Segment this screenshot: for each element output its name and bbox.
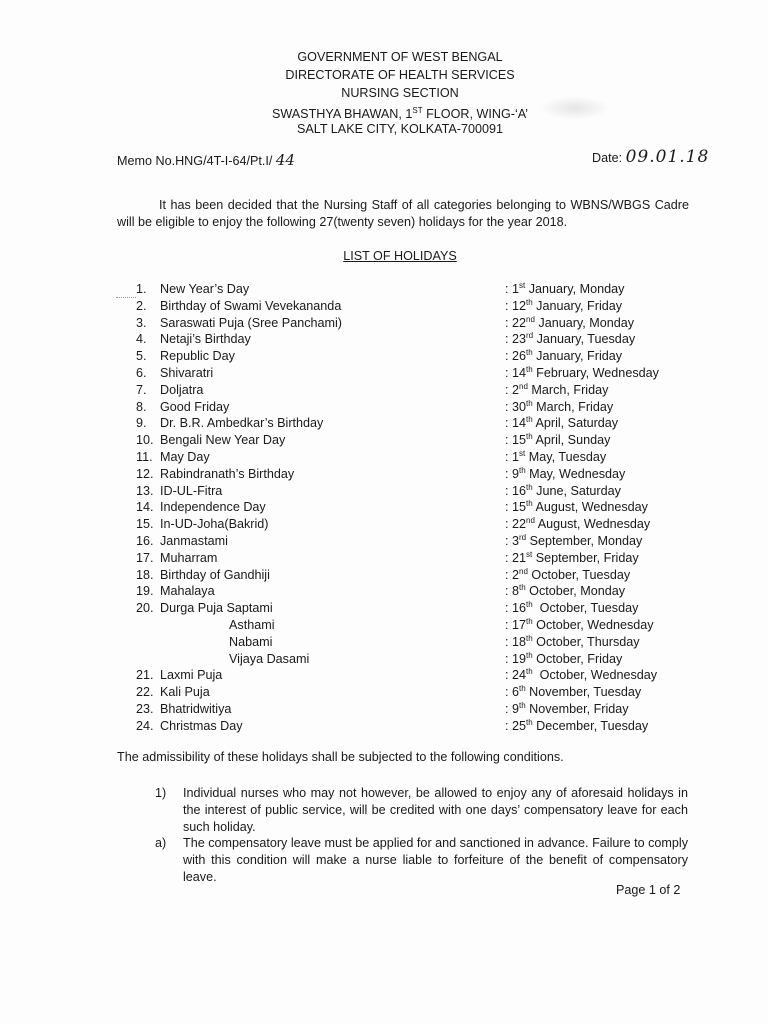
- holiday-name: New Year’s Day: [160, 282, 250, 296]
- holiday-day: 6: [512, 685, 520, 700]
- holiday-day-suffix: th: [526, 348, 533, 357]
- holiday-day-suffix: th: [526, 364, 533, 374]
- condition-text: Individual nurses who may not however, be allowed to enjoy any of aforesaid holidays in the interest of public service, will be credited with one days’ compensatory leave for each such holiday.: [183, 786, 688, 834]
- holiday-row: [0, 533, 768, 550]
- holiday-day: 8: [512, 584, 520, 599]
- holiday-number: 16.: [136, 534, 154, 548]
- holiday-row: [0, 348, 768, 365]
- holiday-month-weekday: November, Friday: [525, 702, 629, 716]
- holiday-number: 6.: [136, 366, 147, 380]
- holiday-day: 18: [512, 634, 527, 649]
- admissibility-statement: The admissibility of these holidays shall be subjected to the following conditions.: [117, 750, 564, 764]
- holiday-day: 2: [512, 382, 520, 397]
- letterhead-line-section: NURSING SECTION: [341, 86, 459, 100]
- holiday-row: [0, 281, 768, 298]
- holiday-name: Netaji’s Birthday: [160, 332, 251, 347]
- holiday-month-weekday: October, Tuesday: [527, 567, 631, 582]
- holiday-day-suffix: nd: [519, 566, 528, 576]
- holiday-day: 9: [512, 466, 520, 481]
- holiday-row: [0, 382, 768, 399]
- holiday-month-weekday: October, Friday: [532, 651, 623, 666]
- holiday-day-suffix: st: [519, 448, 526, 458]
- holiday-day-suffix: th: [519, 700, 526, 710]
- holiday-month-weekday: April, Saturday: [532, 416, 619, 431]
- page-number: Page 1 of 2: [616, 883, 681, 897]
- holiday-number: 8.: [136, 399, 147, 414]
- holiday-month-weekday: March, Friday: [527, 382, 609, 397]
- holiday-name: ID-UL-Fitra: [160, 483, 223, 498]
- holiday-day: 15: [512, 500, 527, 515]
- holiday-name: Asthami: [229, 618, 275, 632]
- memo-date: Date: 09.01.18: [592, 147, 710, 167]
- holiday-number: 18.: [136, 567, 154, 582]
- holiday-date: : 18th October, Thursday: [505, 633, 640, 649]
- holiday-number: 13.: [136, 483, 154, 498]
- holiday-day-suffix: st: [519, 280, 526, 290]
- holiday-day-suffix: th: [519, 465, 526, 475]
- holiday-day: 16: [512, 601, 527, 616]
- holiday-day-suffix: nd: [526, 516, 535, 525]
- holiday-number: 4.: [136, 332, 147, 347]
- holiday-number: 9.: [136, 416, 147, 431]
- holiday-date: : 30th March, Friday: [505, 398, 614, 414]
- holiday-day: 3: [512, 534, 520, 548]
- holiday-name: May Day: [160, 450, 210, 464]
- holiday-number: 10.: [136, 433, 154, 448]
- holiday-row: [0, 634, 768, 651]
- holiday-month-weekday: October, Wednesday: [532, 668, 658, 683]
- holiday-row: [0, 298, 768, 315]
- holiday-month-weekday: October, Tuesday: [532, 601, 639, 616]
- holiday-day: 23: [512, 332, 527, 347]
- holiday-name: Kali Puja: [160, 685, 210, 700]
- holiday-day-suffix: th: [526, 633, 533, 643]
- holiday-date: : 2nd October, Tuesday: [505, 566, 631, 582]
- holiday-month-weekday: April, Sunday: [532, 433, 611, 448]
- holiday-row: [0, 399, 768, 416]
- holiday-number: 1.: [136, 282, 147, 296]
- holiday-month-weekday: May, Tuesday: [525, 450, 607, 464]
- holiday-day: 15: [512, 433, 527, 448]
- holiday-day: 16: [512, 483, 527, 498]
- holiday-number: 21.: [136, 668, 154, 683]
- holiday-date: : 19th October, Friday: [505, 650, 623, 666]
- holiday-row: [0, 466, 768, 483]
- holiday-month-weekday: February, Wednesday: [532, 366, 659, 380]
- holiday-name: Bengali New Year Day: [160, 433, 286, 448]
- holiday-month-weekday: January, Monday: [525, 282, 625, 296]
- letterhead: [0, 48, 768, 138]
- holiday-month-weekday: January, Friday: [532, 349, 623, 364]
- holiday-date: : 2nd March, Friday: [505, 381, 609, 397]
- holiday-row: [0, 684, 768, 701]
- holiday-month-weekday: October, Thursday: [532, 634, 640, 649]
- condition-item: [150, 785, 688, 836]
- condition-label: 1): [155, 786, 167, 800]
- holiday-day: 19: [512, 651, 527, 666]
- holiday-row: [0, 701, 768, 718]
- holiday-number: 2.: [136, 298, 147, 313]
- holiday-day: 17: [512, 618, 527, 632]
- holiday-name: Doljatra: [160, 382, 204, 397]
- holiday-row: [0, 331, 768, 348]
- holiday-day-suffix: th: [519, 583, 526, 593]
- holiday-name: Muharram: [160, 550, 218, 565]
- holiday-date: : 25th December, Tuesday: [505, 717, 649, 733]
- holiday-row: [0, 449, 768, 466]
- holiday-month-weekday: October, Monday: [525, 584, 626, 599]
- holiday-month-weekday: September, Monday: [526, 534, 643, 548]
- condition-text: The compensatory leave must be applied for and sanctioned in advance. Failure to comply with this condition will make a nurse liable to forfeiture of the benefit of compensatory leave.: [183, 836, 688, 884]
- holiday-month-weekday: August, Wednesday: [534, 517, 651, 532]
- holiday-number: 5.: [136, 349, 147, 364]
- letterhead-line-address: SWASTHYA BHAWAN, 1ST FLOOR, WING-‘A’: [271, 106, 529, 122]
- letterhead-line-city: SALT LAKE CITY, KOLKATA-700091: [296, 122, 504, 136]
- holiday-name: Laxmi Puja: [160, 668, 223, 683]
- holiday-month-weekday: September, Friday: [532, 550, 639, 565]
- holiday-date: : 15th August, Wednesday: [505, 499, 648, 515]
- holiday-day: 1: [512, 282, 520, 296]
- holiday-day: 12: [512, 298, 527, 313]
- holiday-date: : 22nd January, Monday: [505, 314, 635, 330]
- holiday-day-suffix: th: [526, 717, 533, 727]
- handwritten-memo-number: 44: [275, 151, 295, 169]
- holiday-row: [0, 499, 768, 516]
- holiday-row: [0, 315, 768, 332]
- holiday-name: Good Friday: [160, 399, 230, 414]
- holiday-day: 1: [512, 450, 520, 464]
- holiday-day: 9: [512, 702, 520, 716]
- holiday-day: 24: [512, 668, 527, 683]
- holiday-day-suffix: th: [526, 667, 533, 677]
- holiday-row: [0, 432, 768, 449]
- holiday-name: Shivaratri: [160, 366, 214, 380]
- holiday-date: : 14th April, Saturday: [505, 415, 619, 431]
- holiday-row: [0, 718, 768, 735]
- holiday-day: 22: [512, 315, 527, 330]
- holiday-month-weekday: March, Friday: [532, 399, 614, 414]
- holiday-row: [0, 415, 768, 432]
- holiday-date: : 3rd September, Monday: [505, 532, 643, 548]
- holiday-day-suffix: th: [526, 650, 533, 660]
- holiday-row: [0, 617, 768, 634]
- holiday-day-suffix: nd: [519, 381, 528, 391]
- holiday-name: Vijaya Dasami: [229, 651, 310, 666]
- handwritten-date: 09.01.18: [625, 147, 710, 167]
- holiday-date: : 14th February, Wednesday: [505, 364, 659, 380]
- holiday-name: Independence Day: [160, 500, 266, 515]
- holiday-day-suffix: th: [526, 297, 533, 307]
- holiday-date: : 15th April, Sunday: [505, 432, 611, 448]
- holiday-row: [0, 483, 768, 500]
- holiday-number: 3.: [136, 315, 147, 330]
- holiday-day: 22: [512, 517, 527, 532]
- holiday-name: Dr. B.R. Ambedkar’s Birthday: [160, 416, 324, 431]
- holiday-day: 14: [512, 416, 527, 431]
- holiday-name: Janmastami: [160, 534, 228, 548]
- holiday-name: Durga Puja Saptami: [160, 601, 273, 616]
- holiday-month-weekday: January, Monday: [534, 315, 635, 330]
- holiday-row: [0, 600, 768, 617]
- holiday-date: : 16th October, Tuesday: [505, 600, 639, 616]
- letterhead-line-government: GOVERNMENT OF WEST BENGAL: [297, 50, 503, 64]
- holiday-day-suffix: th: [526, 432, 533, 441]
- holiday-number: 22.: [136, 685, 154, 700]
- holiday-month-weekday: May, Wednesday: [525, 466, 626, 481]
- holiday-number: 20.: [136, 601, 154, 616]
- holiday-number: 23.: [136, 702, 154, 716]
- holiday-day-suffix: th: [526, 398, 533, 408]
- holiday-number: 11.: [136, 450, 153, 464]
- holiday-month-weekday: November, Tuesday: [525, 685, 642, 700]
- holiday-day-suffix: th: [526, 616, 533, 626]
- holiday-number: 15.: [136, 517, 154, 532]
- holiday-number: 14.: [136, 500, 154, 515]
- holiday-name: Christmas Day: [160, 718, 243, 733]
- holiday-number: 24.: [136, 718, 154, 733]
- holiday-name: Republic Day: [160, 349, 235, 364]
- holiday-name: Mahalaya: [160, 584, 215, 599]
- holiday-month-weekday: October, Wednesday: [532, 618, 654, 632]
- list-title: LIST OF HOLIDAYS: [343, 249, 457, 263]
- condition-label: a): [155, 836, 167, 850]
- holiday-date: : 17th October, Wednesday: [505, 616, 654, 632]
- holiday-day: 21: [512, 550, 527, 565]
- holiday-number: 19.: [136, 584, 154, 599]
- holiday-number: 7.: [136, 382, 147, 397]
- holiday-date: : 1st May, Tuesday: [505, 448, 607, 464]
- holiday-day-suffix: nd: [526, 314, 535, 324]
- intro-paragraph: It has been decided that the Nursing Staff of all categories belonging to WBNS/WBGS Cadre will be eligible to enjoy the following 27(twenty seven) holidays for the year 2018.: [117, 198, 689, 229]
- holiday-date: : 12th January, Friday: [505, 297, 623, 313]
- holiday-name: Bhatridwitiya: [160, 702, 232, 716]
- holiday-day: 30: [512, 399, 527, 414]
- holiday-day: 14: [512, 366, 527, 380]
- holiday-day-suffix: rd: [526, 331, 534, 341]
- holiday-month-weekday: August, Wednesday: [532, 500, 648, 515]
- holiday-name: Nabami: [229, 634, 273, 649]
- holiday-day-suffix: th: [526, 499, 533, 509]
- holiday-date: : 16th June, Saturday: [505, 482, 621, 498]
- holiday-name: In-UD-Joha(Bakrid): [160, 517, 269, 532]
- holiday-day-suffix: th: [526, 600, 533, 609]
- holiday-date: : 9th November, Friday: [505, 700, 629, 716]
- holiday-row: [0, 667, 768, 684]
- holiday-row: [0, 516, 768, 533]
- holiday-row: [0, 651, 768, 668]
- holiday-day-suffix: st: [526, 549, 533, 559]
- memo-number: Memo No.HNG/4T-I-64/Pt.I/ 44: [117, 151, 295, 169]
- holiday-row: [0, 365, 768, 382]
- holiday-day-suffix: th: [526, 482, 533, 492]
- letterhead-line-directorate: DIRECTORATE OF HEALTH SERVICES: [285, 68, 515, 82]
- holiday-day: 25: [512, 718, 527, 733]
- holiday-date: : 23rd January, Tuesday: [505, 331, 636, 347]
- holiday-row: [0, 583, 768, 600]
- holiday-number: 17.: [136, 550, 154, 565]
- holiday-date: : 21st September, Friday: [505, 549, 639, 565]
- holiday-date: : 8th October, Monday: [505, 583, 626, 599]
- holiday-row: [0, 567, 768, 584]
- holiday-day: 2: [512, 567, 520, 582]
- holiday-date: : 26th January, Friday: [505, 348, 623, 364]
- holiday-name: Rabindranath’s Birthday: [160, 466, 295, 481]
- holiday-date: : 22nd August, Wednesday: [505, 516, 651, 532]
- holiday-day-suffix: th: [519, 684, 526, 693]
- holiday-name: Birthday of Swami Vevekananda: [160, 298, 342, 313]
- holiday-month-weekday: June, Saturday: [532, 483, 621, 498]
- holiday-name: Birthday of Gandhiji: [160, 567, 270, 582]
- holiday-row: [0, 550, 768, 567]
- holiday-month-weekday: January, Friday: [532, 298, 623, 313]
- holiday-date: : 1st January, Monday: [505, 280, 625, 296]
- holiday-month-weekday: December, Tuesday: [532, 718, 649, 733]
- holiday-date: : 9th May, Wednesday: [505, 465, 626, 481]
- holiday-date: : 24th October, Wednesday: [505, 667, 658, 683]
- holiday-day-suffix: th: [526, 415, 533, 425]
- condition-item: [150, 835, 688, 886]
- holiday-date: : 6th November, Tuesday: [505, 684, 642, 700]
- holiday-day: 26: [512, 349, 527, 364]
- holiday-number: 12.: [136, 466, 154, 481]
- holiday-day-suffix: rd: [519, 532, 527, 542]
- holiday-month-weekday: January, Tuesday: [533, 332, 636, 347]
- holiday-name: Saraswati Puja (Sree Panchami): [160, 315, 342, 330]
